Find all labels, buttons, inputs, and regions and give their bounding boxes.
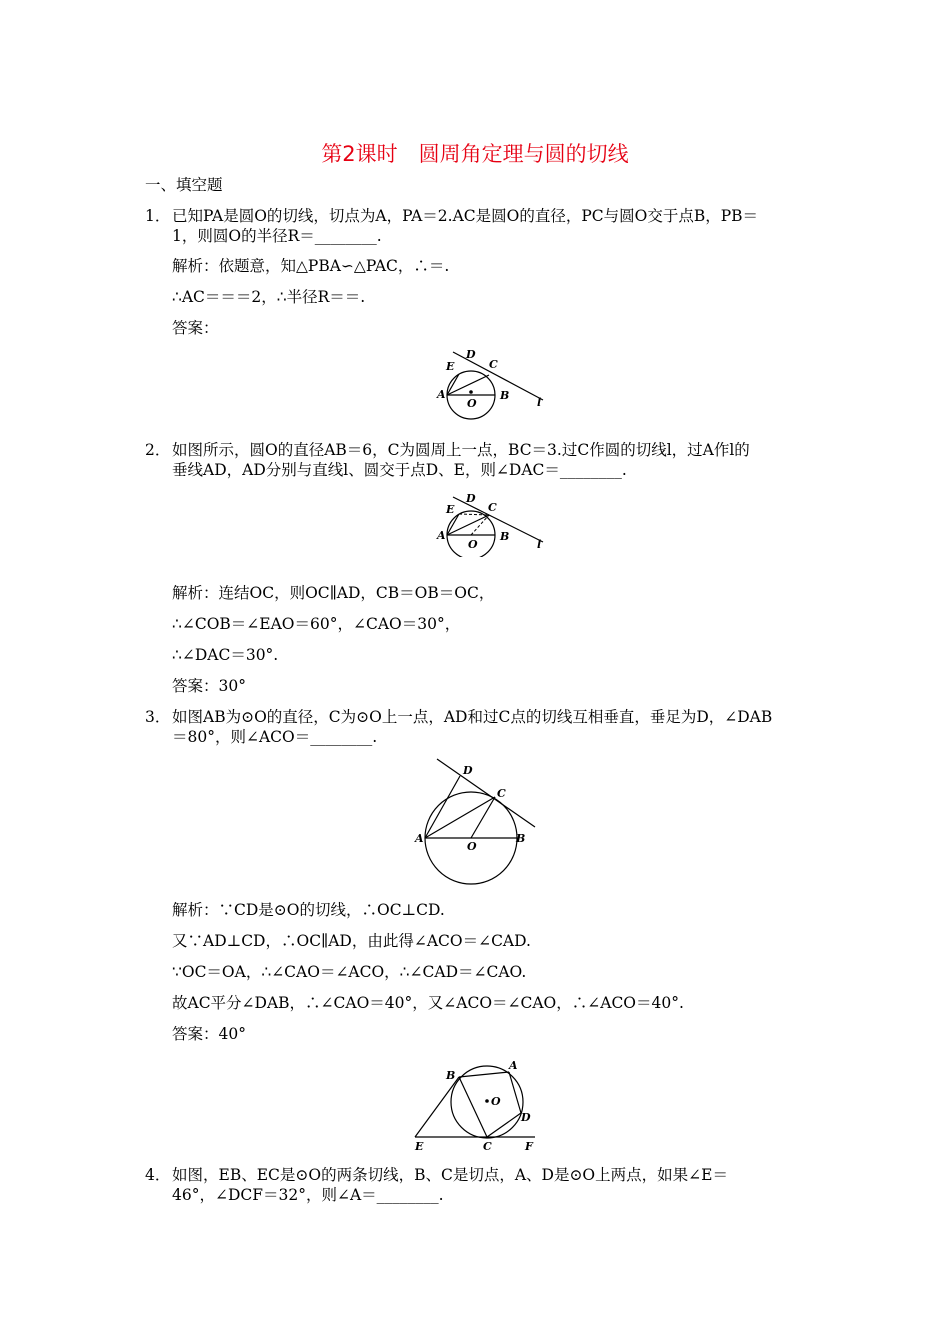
fig2-label: l bbox=[537, 538, 542, 551]
question-1-line-2: 1，则圆O的半径R＝________. bbox=[172, 227, 382, 245]
question-4-line-2: 46°，∠DCF＝32°，则∠A＝________. bbox=[172, 1186, 444, 1204]
fig1-label: B bbox=[500, 389, 510, 402]
question-3-answer: 答案：40° bbox=[172, 1025, 246, 1043]
question-3-solution-3: ∵OC＝OA，∴∠CAO＝∠ACO，∴∠CAD＝∠CAO. bbox=[172, 963, 527, 981]
fig1-label: O bbox=[467, 397, 477, 410]
fig2-label: D bbox=[466, 492, 476, 505]
figure-1-circle-tangent bbox=[425, 340, 555, 425]
fig3-label: C bbox=[497, 787, 506, 800]
fig1-label: A bbox=[437, 388, 446, 401]
figure-2-circle-tangent bbox=[425, 487, 555, 557]
question-1-solution-1: 解析：依题意，知△PBA∽△PAC，∴＝. bbox=[172, 257, 450, 275]
fig1-label: D bbox=[466, 348, 476, 361]
section-heading: 一、填空题 bbox=[145, 176, 223, 194]
page-title: 第2课时 圆周角定理与圆的切线 bbox=[321, 142, 629, 166]
question-2-solution-1: 解析：连结OC，则OC∥AD，CB＝OB＝OC， bbox=[172, 584, 495, 602]
fig3-label: B bbox=[516, 832, 526, 845]
question-1-answer: 答案： bbox=[172, 319, 219, 337]
fig1-label: E bbox=[446, 360, 455, 373]
question-2-number: 2． bbox=[145, 441, 171, 459]
question-2-solution-3: ∴∠DAC＝30°. bbox=[172, 646, 279, 664]
fig1-label: l bbox=[537, 396, 542, 409]
question-2-line-1: 如图所示，圆O的直径AB＝6，C为圆周上一点，BC＝3.过C作圆的切线l，过A作l的 bbox=[172, 441, 750, 459]
figure-3-circle-tangent bbox=[405, 755, 545, 890]
question-3-solution-2: 又∵AD⊥CD，∴OC∥AD，由此得∠ACO＝∠CAD. bbox=[172, 932, 531, 950]
fig1-label: C bbox=[489, 358, 498, 371]
question-4-line-1: 如图，EB、EC是⊙O的两条切线，B、C是切点，A、D是⊙O上两点，如果∠E＝ bbox=[172, 1166, 728, 1184]
question-3-line-1: 如图AB为⊙O的直径，C为⊙O上一点，AD和过C点的切线互相垂直，垂足为D，∠DAB bbox=[172, 708, 773, 726]
fig2-label: C bbox=[488, 501, 497, 514]
fig3-label: D bbox=[463, 764, 473, 777]
question-2-solution-2: ∴∠COB＝∠EAO＝60°，∠CAO＝30°， bbox=[172, 615, 461, 633]
fig4-label: C bbox=[483, 1140, 492, 1153]
fig2-label: A bbox=[437, 529, 446, 542]
question-3-number: 3． bbox=[145, 708, 171, 726]
figure-4-tangents bbox=[405, 1055, 550, 1153]
question-2-answer: 答案：30° bbox=[172, 677, 246, 695]
fig3-label: A bbox=[415, 832, 424, 845]
fig2-label: O bbox=[468, 538, 478, 551]
question-4-number: 4． bbox=[145, 1166, 171, 1184]
fig4-label: B bbox=[446, 1069, 456, 1082]
fig4-label: D bbox=[521, 1111, 531, 1124]
question-1-solution-2: ∴AC＝＝＝2，∴半径R＝＝. bbox=[172, 288, 366, 306]
fig4-label: E bbox=[415, 1140, 424, 1153]
fig3-label: O bbox=[467, 840, 477, 853]
fig2-label: E bbox=[446, 503, 455, 516]
fig4-label: A bbox=[509, 1059, 518, 1072]
question-3-line-2: ＝80°，则∠ACO＝________. bbox=[172, 728, 378, 746]
fig4-label: F bbox=[525, 1140, 533, 1153]
fig4-label: O bbox=[491, 1095, 501, 1108]
fig2-label: B bbox=[500, 530, 510, 543]
question-3-solution-4: 故AC平分∠DAB，∴∠CAO＝40°，又∠ACO＝∠CAO，∴∠ACO＝40°. bbox=[172, 994, 684, 1012]
question-1-number: 1． bbox=[145, 207, 171, 225]
question-3-solution-1: 解析：∵CD是⊙O的切线，∴OC⊥CD. bbox=[172, 901, 445, 919]
question-2-line-2: 垂线AD，AD分别与直线l、圆交于点D、E，则∠DAC＝________. bbox=[172, 461, 627, 479]
question-1-line-1: 已知PA是圆O的切线，切点为A，PA＝2.AC是圆O的直径，PC与圆O交于点B，PB＝ bbox=[172, 207, 759, 225]
